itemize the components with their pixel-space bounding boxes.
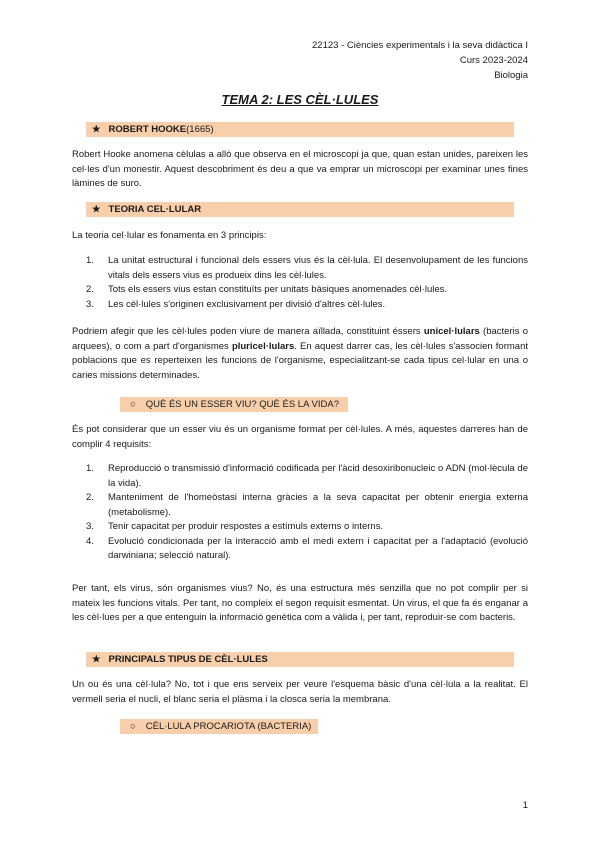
- page-title: TEMA 2: LES CÈL·LULES: [221, 92, 379, 107]
- list-item: 2. Manteniment de l'homeòstasi interna gràcies a la seva capacitat per obtenir energia externa (metabolisme).: [86, 492, 528, 518]
- section-label: ROBERT HOOKE: [108, 124, 187, 135]
- section-label: TEORIA CEL·LULAR: [108, 204, 202, 215]
- list-item: 2. Tots els essers vius estan constituïts per unitats bàsiques anomenades cèl·lules.: [86, 284, 448, 295]
- circle-bullet-icon: ○: [130, 721, 136, 732]
- page-header: [312, 38, 528, 83]
- pluricellular-term: pluricel·lulars: [231, 340, 295, 352]
- header-course: 22123 - Ciències experimentals i la seva didàctica I: [312, 40, 528, 51]
- unicellular-term: unicel·lulars: [423, 326, 480, 337]
- subsection-what-is-life: [120, 397, 348, 412]
- types-paragraph: Un ou és una cèl·lula? No, tot i que ens serveix per veure l'esquema bàsic d'una cèl·lula a la realitat. El vermell seria el nucli, el blanc seria el plàsma i la closca seria la membrana.: [72, 679, 528, 705]
- life-requirements-list: [86, 462, 528, 564]
- section-year: (1665): [186, 124, 214, 135]
- virus-paragraph: Per tant, els virus, són organismes vius? No, és una estructura més senzilla que no pot complir per si mateix les funcions vitals. Per tant, no compleix el segon requisit esmentat. Un virus, el que fa és enganar a les cèl·lues per a que entenguin la informació genètica com a vàlida i, per tant, reproduir-se com bacteris.: [72, 583, 528, 623]
- theory-paragraph: Podriem afegir que les cèl·lules poden viure de manera aïllada, constituint éssers unicel·lulars (bacteris o arquees), o com a part d'organismes pluricel·lulars. En aquest darrer cas, les cèl·lules s'associen formant poblacions que es reperteixen les funcions de l'organisme, especialitzant-se cada tipus cel·lular en una o caries missions determinades.: [72, 326, 528, 381]
- list-item: 1. Reproducció o transmissió d'informació codificada per l'àcid desoxiribonucleic o ADN (mol·lècula de la vida).: [86, 463, 528, 489]
- list-item: 1. La unitat estructural i funcional dels essers vius és la cèl·lula. El desenvolupament de les funcions vitals dels essers vius es produeix dins les cèl·lules.: [86, 255, 528, 281]
- subsection-label: CÈL·LULA PROCARIOTA (BACTERIA): [145, 721, 312, 732]
- section-robert-hooke: [86, 122, 514, 137]
- header-year: Curs 2023-2024: [459, 55, 528, 66]
- header-subject: Biologia: [494, 70, 528, 81]
- list-item: 4. Evolució condicionada per la interacció amb el medi extern i capacitat per a l'adaptació (evolució darwiniana; selecció natural).: [86, 535, 528, 561]
- theory-list: [86, 254, 528, 312]
- star-icon: ★: [92, 204, 101, 215]
- subsection-label: QUÈ ÉS UN ESSER VIU? QUÈ ÉS LA VIDA?: [145, 399, 339, 410]
- star-icon: ★: [92, 654, 101, 665]
- circle-bullet-icon: ○: [130, 399, 136, 410]
- page-number: 1: [522, 800, 528, 811]
- star-icon: ★: [92, 124, 101, 135]
- life-intro: És pot considerar que un esser viu és un organisme format per cèl·lules. A més, aquestes darreres han de complir 4 requisits:: [72, 424, 528, 450]
- theory-intro: La teoria cel·lular es fonamenta en 3 principis:: [72, 230, 267, 241]
- hooke-paragraph: Robert Hooke anomena cèlulas a allò que observa en el microscopi ja que, quan estan unides, pareixen les cel·les d'un monestir. Aquest descobriment és deu a que va emprar un microscopi per examinar unes fines làmines de suro.: [72, 149, 528, 189]
- section-cell-theory: [86, 202, 514, 217]
- section-cell-types: [86, 652, 514, 667]
- list-item: 3. Tenir capacitat per produir respostes a estímuls externs o interns.: [86, 521, 384, 532]
- subsection-prokaryote: [120, 719, 318, 734]
- section-label: PRINCIPALS TIPUS DE CÈL·LULES: [108, 654, 268, 665]
- list-item: 3. Les cèl·lules s'originen exclusivament per divisió d'altres cèl·lules.: [86, 298, 386, 310]
